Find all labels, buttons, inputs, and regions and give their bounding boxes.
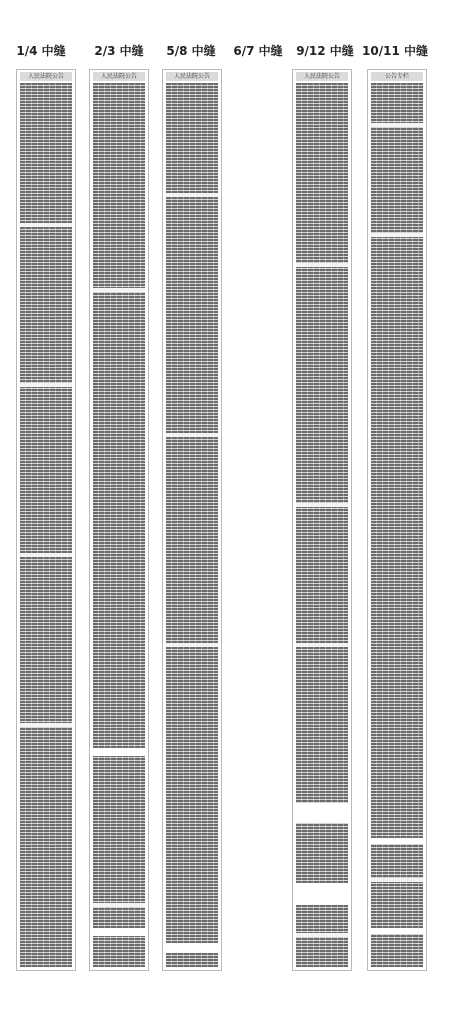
- court-notice-column-1-4: [16, 69, 76, 971]
- column-title: 公告专栏: [371, 72, 423, 81]
- page-heading-6-7: 6/7 中缝: [233, 44, 283, 58]
- court-notice-column-5-8: [162, 69, 222, 971]
- notice-column-10-11: [367, 69, 427, 971]
- column-title: 人民法院公告: [20, 72, 72, 81]
- notice-text-block: [93, 83, 145, 967]
- notice-text-block: [371, 83, 423, 967]
- page-heading-9-12: 9/12 中缝: [296, 44, 354, 58]
- page-heading-2-3: 2/3 中缝: [94, 44, 144, 58]
- page-heading-10-11: 10/11 中缝: [362, 44, 428, 58]
- column-title: 人民法院公告: [166, 72, 218, 81]
- notice-text-block: [166, 83, 218, 967]
- court-notice-column-9-12: [292, 69, 352, 971]
- court-notice-column-2-3: [89, 69, 149, 971]
- page-heading-1-4: 1/4 中缝: [16, 44, 66, 58]
- column-title: 人民法院公告: [93, 72, 145, 81]
- notice-text-block: [20, 83, 72, 967]
- column-title: 人民法院公告: [296, 72, 348, 81]
- page-heading-5-8: 5/8 中缝: [166, 44, 216, 58]
- notice-text-block: [296, 83, 348, 967]
